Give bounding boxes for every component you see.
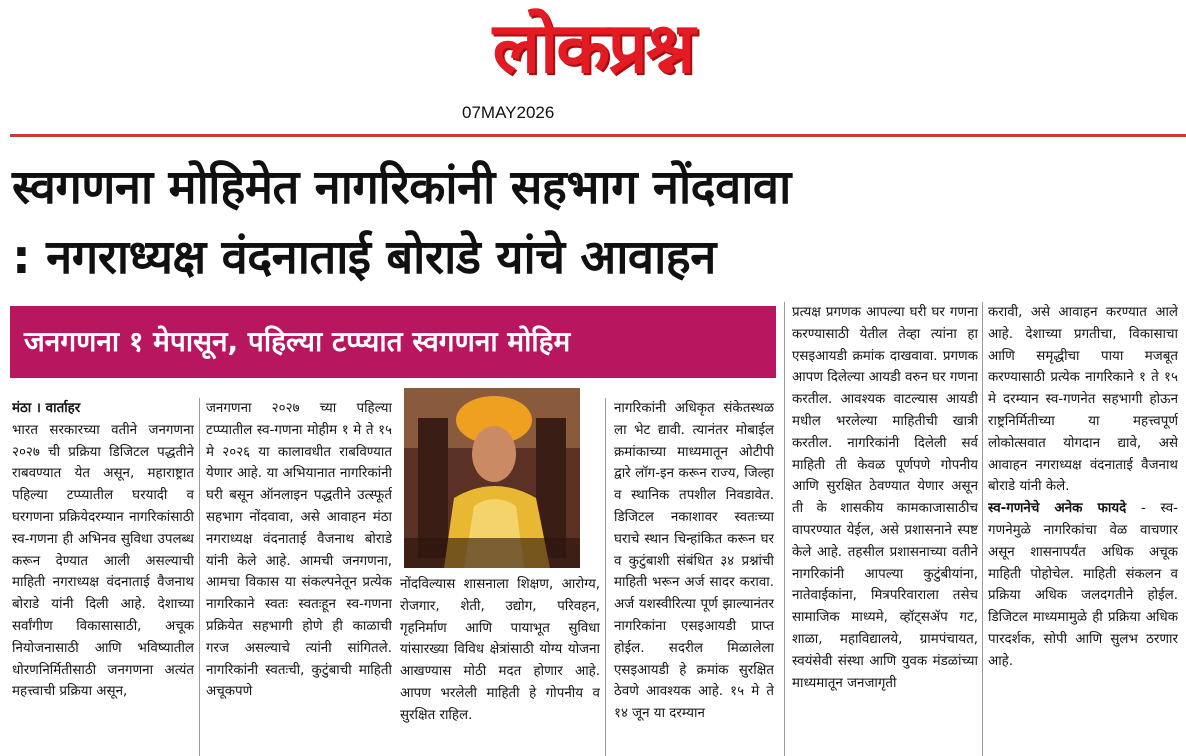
- article-column-2: [206, 398, 392, 756]
- headline-line-1: स्वगणना मोहिमेत नागरिकांनी सहभाग नोंदवावा: [12, 160, 791, 215]
- portrait-photo: [404, 388, 580, 568]
- masthead-logo: [448, 2, 738, 102]
- strap-banner: जनगणना १ मेपासून, पहिल्या टप्प्यात स्वगणना मोहिम: [10, 306, 776, 378]
- dateline: मंठा । वार्ताहर: [12, 401, 81, 416]
- column-divider: [605, 398, 606, 756]
- column-1-text: भारत सरकारच्या वतीने जनगणना २०२७ ची प्रक्रिया डिजिटल पद्धतीने राबवण्यात येत असून, महाराष्ट्रात पहिल्या टप्प्यातील घरयादी व घरगणना प्रक्रियेदरम्यान नागरिकांसाठी स्व-गणना ही अभिनव सुविधा उपलब्ध करून देण्यात आली असल्याची माहिती नगराध्यक्ष वंदनाताई वैजनाथ बोराडे यांनी दिली आहे. देशाच्या सर्वांगीण विकासासाठी, अचूक नियोजनासाठी आणि भविष्यातील धोरणनिर्मितीसाठी जनगणना अत्यंत महत्त्वाची प्रक्रिया असून,: [12, 422, 194, 700]
- column-6-text-b: - स्व-गणनेमुळे नागरिकांचा वेळ वाचणार असून शासनापर्यंत अधिक अचूक माहिती पोहोचेल. माहिती संकलन व प्रक्रिया अधिक जलदगतीने होईल. डिजिटल माध्यमामुळे ही प्रक्रिया अधिक पारदर्शक, सोपी आणि सुलभ ठरणार आहे.: [988, 501, 1178, 669]
- column-5-text: प्रत्यक्ष प्रगणक आपल्या घरी घर गणना करण्यासाठी येतील तेव्हा त्यांना हा एसइआयडी क्रमांक दाखवावा. प्रगणक आपण दिलेल्या आयडी वरुन घर गणना करतील. आवश्यक वाटल्यास आयडी मधील भरलेल्या माहितीची खात्री करतील. नागरिकांनी दिलेली सर्व माहिती ती केवळ पूर्णपणे गोपनीय आणि सुरक्षित ठेवण्यात येणार असून ती के शासकीय कामकाजासाठीच वापरण्यात येईल, असे प्रशासनाने स्पष्ट केले आहे. तहसील प्रशासनाच्या वतीने नागरिकांनी आपल्या कुटुंबीयांना, नातेवाईकांना, मित्रपरिवाराला तसेच सामाजिक माध्यमे, व्हॉट्सॲप गट, शाळा, महाविद्यालये, ग्रामपंचायत, स्वयंसेवी संस्था आणि युवक मंडळांच्या माध्यमातून जनजागृती: [792, 305, 978, 691]
- article-column-6: [988, 302, 1178, 756]
- column-6-text-a: करावी, असे आवाहन करण्यात आले आहे. देशाच्या प्रगतीचा, विकासाचा आणि समृद्धीचा पाया मजबूत करण्यासाठी प्रत्येक नागरिकाने १ ते १५ मे दरम्यान स्व-गणनेत सहभागी होऊन राष्ट्रनिर्मितीच्या या महत्त्वपूर्ण लोकोत्सवात योगदान द्यावे, असे आवाहन नगराध्यक्ष वंदनाताई वैजनाथ बोराडे यांनी केले.: [988, 305, 1178, 495]
- article-column-4: [614, 398, 774, 756]
- article-column-1: [12, 398, 194, 756]
- benefits-subhead: स्व-गणनेचे अनेक फायदे: [988, 501, 1127, 517]
- photo-caption-column: [400, 574, 600, 756]
- column-2-text: जनगणना २०२७ च्या पहिल्या टप्प्यातील स्व-गणना मोहीम १ मे ते १५ मे २०२६ या कालावधीत राबविण्यात येणार आहे. या अभियानात नागरिकांनी घरी बसून ऑनलाइन पद्धतीने उत्स्फूर्त सहभाग नोंदवावा, असे आवाहन मंठा नगराध्यक्ष वंदनाताई वैजनाथ बोराडे यांनी केले आहे. आमची जनगणना, आमचा विकास या संकल्पनेतून प्रत्येक नागरिकाने स्वतः स्वतःहून स्व-गणना प्रक्रियेत सहभागी होणे ही काळाची गरज असल्याचे त्यांनी सांगितले. नागरिकांनी स्वतःची, कुटुंबाची माहिती अचूकपणे: [206, 401, 392, 700]
- column-divider: [982, 302, 983, 756]
- portrait-illustration: [404, 388, 580, 568]
- column-3-text: नोंदविल्यास शासनाला शिक्षण, आरोग्य, रोजगार, शेती, उद्योग, परिवहन, गृहनिर्माण आणि पायाभूत सुविधा यांसारख्या विविध क्षेत्रांसाठी योग्य योजना आखण्यास मोठी मदत होणार आहे. आपण भरलेली माहिती हे गोपनीय व सुरक्षित राहिल.: [400, 577, 600, 723]
- masthead-name: लोकप्रश्न: [492, 7, 694, 89]
- column-4-text: नागरिकांनी अधिकृत संकेतस्थळ ला भेट द्यावी. त्यानंतर मोबाईल क्रमांकाच्या माध्यमातून ओटीपी द्वारे लॉग-इन करून राज्य, जिल्हा व स्थानिक तपशील निवडावेत. डिजिटल नकाशावर स्वतःच्या घराचे स्थान चिन्हांकित करून घर व कुटुंबाशी संबंधित ३४ प्रश्नांची माहिती भरून अर्ज सादर करावा. अर्ज यशस्वीरित्या पूर्ण झाल्यानंतर नागरिकांना एसइआयडी प्राप्त होईल. सदरील मिळालेला एसइआयडी हे क्रमांक सुरक्षित ठेवणे आवश्यक आहे. १५ मे ते १४ जून या दरम्यान: [614, 401, 774, 722]
- column-divider: [199, 398, 200, 756]
- column-divider: [784, 302, 785, 756]
- header-rule: [10, 134, 1186, 137]
- headline-line-2: : नगराध्यक्ष वंदनाताई बोराडे यांचे आवाहन: [12, 230, 716, 285]
- issue-date: 07MAY2026: [462, 103, 555, 122]
- article-column-5: [792, 302, 978, 756]
